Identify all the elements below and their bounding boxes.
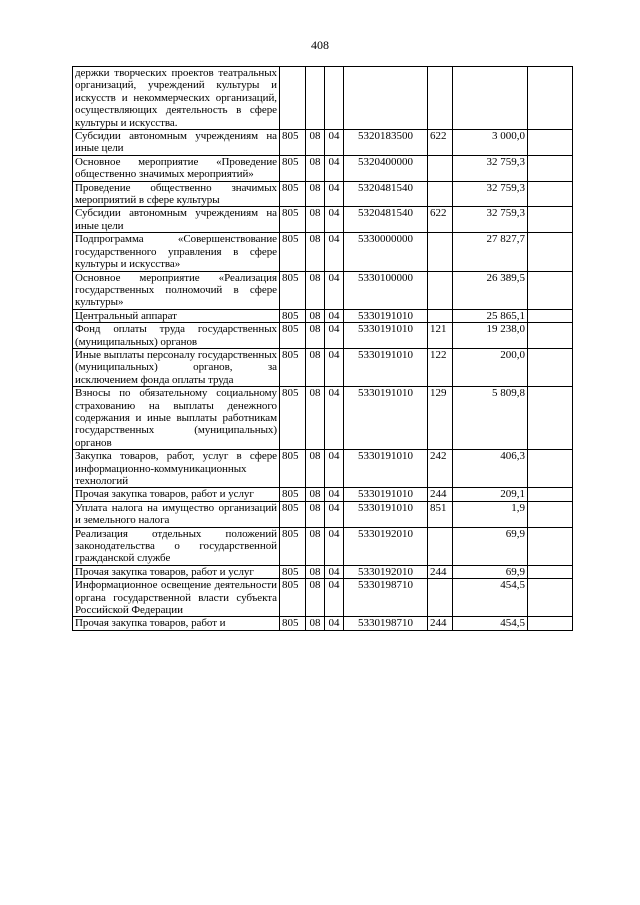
extra-cell	[528, 181, 573, 207]
expense-type-cell: 122	[428, 348, 453, 386]
row-name-cell: Информационное освещение деятельности органа государственной власти субъекта Российской Федерации	[73, 579, 280, 617]
expense-type-cell	[428, 527, 453, 565]
ministry-code-cell: 805	[280, 579, 306, 617]
amount-cell: 3 000,0	[453, 130, 528, 156]
ministry-code-cell: 805	[280, 387, 306, 450]
subsection-code-cell: 04	[325, 488, 344, 501]
target-article-cell	[344, 67, 428, 130]
target-article-cell: 5320400000	[344, 155, 428, 181]
expense-type-cell	[428, 181, 453, 207]
section-code-cell: 08	[306, 565, 325, 578]
target-article-cell: 5320481540	[344, 181, 428, 207]
amount-cell: 209,1	[453, 488, 528, 501]
subsection-code-cell: 04	[325, 450, 344, 488]
target-article-cell: 5330192010	[344, 565, 428, 578]
table-row	[73, 348, 573, 386]
section-code-cell: 08	[306, 233, 325, 271]
subsection-code-cell: 04	[325, 579, 344, 617]
table-row	[73, 450, 573, 488]
budget-table-body	[73, 67, 573, 631]
amount-cell: 454,5	[453, 617, 528, 630]
subsection-code-cell: 04	[325, 309, 344, 322]
extra-cell	[528, 450, 573, 488]
expense-type-cell	[428, 271, 453, 309]
section-code-cell: 08	[306, 130, 325, 156]
section-code-cell: 08	[306, 579, 325, 617]
subsection-code-cell: 04	[325, 271, 344, 309]
table-row	[73, 617, 573, 630]
extra-cell	[528, 233, 573, 271]
expense-type-cell	[428, 155, 453, 181]
subsection-code-cell: 04	[325, 181, 344, 207]
amount-cell: 406,3	[453, 450, 528, 488]
section-code-cell: 08	[306, 309, 325, 322]
row-name-cell: Взносы по обязательному социальному страхованию на выплаты денежного содержания и иные выплаты работникам государственных (муниципальных) органов	[73, 387, 280, 450]
section-code-cell: 08	[306, 155, 325, 181]
extra-cell	[528, 155, 573, 181]
table-row	[73, 271, 573, 309]
target-article-cell: 5330191010	[344, 323, 428, 349]
target-article-cell: 5330198710	[344, 579, 428, 617]
row-name-cell: Иные выплаты персоналу государственных (муниципальных) органов, за исключением фонда оплаты труда	[73, 348, 280, 386]
expense-type-cell: 851	[428, 501, 453, 527]
amount-cell: 69,9	[453, 565, 528, 578]
table-row	[73, 579, 573, 617]
table-row	[73, 488, 573, 501]
row-name-cell: Прочая закупка товаров, работ и	[73, 617, 280, 630]
subsection-code-cell	[325, 67, 344, 130]
extra-cell	[528, 309, 573, 322]
target-article-cell: 5330191010	[344, 488, 428, 501]
section-code-cell: 08	[306, 387, 325, 450]
target-article-cell: 5330000000	[344, 233, 428, 271]
row-name-cell: Основное мероприятие «Проведение общественно значимых мероприятий»	[73, 155, 280, 181]
table-row	[73, 233, 573, 271]
section-code-cell	[306, 67, 325, 130]
subsection-code-cell: 04	[325, 387, 344, 450]
section-code-cell: 08	[306, 323, 325, 349]
section-code-cell: 08	[306, 348, 325, 386]
expense-type-cell: 129	[428, 387, 453, 450]
page-number: 408	[311, 38, 329, 52]
amount-cell: 27 827,7	[453, 233, 528, 271]
expense-type-cell: 622	[428, 207, 453, 233]
target-article-cell: 5330191010	[344, 348, 428, 386]
subsection-code-cell: 04	[325, 617, 344, 630]
table-row	[73, 155, 573, 181]
expense-type-cell: 121	[428, 323, 453, 349]
amount-cell: 200,0	[453, 348, 528, 386]
extra-cell	[528, 207, 573, 233]
expense-type-cell: 242	[428, 450, 453, 488]
section-code-cell: 08	[306, 501, 325, 527]
expense-type-cell	[428, 67, 453, 130]
row-name-cell: Уплата налога на имущество организаций и земельного налога	[73, 501, 280, 527]
row-name-cell: Фонд оплаты труда государственных (муниципальных) органов	[73, 323, 280, 349]
section-code-cell: 08	[306, 181, 325, 207]
target-article-cell: 5320481540	[344, 207, 428, 233]
row-name-cell: Прочая закупка товаров, работ и услуг	[73, 488, 280, 501]
ministry-code-cell: 805	[280, 233, 306, 271]
row-name-cell: Субсидии автономным учреждениям на иные цели	[73, 130, 280, 156]
amount-cell: 32 759,3	[453, 155, 528, 181]
expense-type-cell	[428, 233, 453, 271]
extra-cell	[528, 130, 573, 156]
table-row	[73, 527, 573, 565]
row-name-cell: Реализация отдельных положений законодательства о государственной гражданской службе	[73, 527, 280, 565]
ministry-code-cell: 805	[280, 130, 306, 156]
subsection-code-cell: 04	[325, 130, 344, 156]
target-article-cell: 5330100000	[344, 271, 428, 309]
target-article-cell: 5330192010	[344, 527, 428, 565]
ministry-code-cell: 805	[280, 271, 306, 309]
table-row	[73, 323, 573, 349]
extra-cell	[528, 501, 573, 527]
amount-cell: 26 389,5	[453, 271, 528, 309]
row-name-cell: Прочая закупка товаров, работ и услуг	[73, 565, 280, 578]
row-name-cell: Центральный аппарат	[73, 309, 280, 322]
subsection-code-cell: 04	[325, 501, 344, 527]
row-name-cell: Подпрограмма «Совершенствование государственного управления в сфере культуры и искусства»	[73, 233, 280, 271]
subsection-code-cell: 04	[325, 527, 344, 565]
subsection-code-cell: 04	[325, 348, 344, 386]
table-row	[73, 565, 573, 578]
subsection-code-cell: 04	[325, 207, 344, 233]
amount-cell	[453, 67, 528, 130]
table-row	[73, 207, 573, 233]
amount-cell: 19 238,0	[453, 323, 528, 349]
section-code-cell: 08	[306, 488, 325, 501]
row-name-cell: держки творческих проектов театральных организаций, учреждений культуры и искусств и некоммерческих организаций, осуществляющих деятельность в сфере культуры и искусства.	[73, 67, 280, 130]
ministry-code-cell	[280, 67, 306, 130]
row-name-cell: Проведение общественно значимых мероприятий в сфере культуры	[73, 181, 280, 207]
ministry-code-cell: 805	[280, 565, 306, 578]
table-row	[73, 181, 573, 207]
ministry-code-cell: 805	[280, 527, 306, 565]
amount-cell: 5 809,8	[453, 387, 528, 450]
extra-cell	[528, 67, 573, 130]
table-row	[73, 67, 573, 130]
extra-cell	[528, 565, 573, 578]
extra-cell	[528, 488, 573, 501]
expense-type-cell: 622	[428, 130, 453, 156]
table-row	[73, 309, 573, 322]
amount-cell: 454,5	[453, 579, 528, 617]
target-article-cell: 5330191010	[344, 387, 428, 450]
target-article-cell: 5320183500	[344, 130, 428, 156]
ministry-code-cell: 805	[280, 501, 306, 527]
section-code-cell: 08	[306, 207, 325, 233]
extra-cell	[528, 323, 573, 349]
expense-type-cell	[428, 309, 453, 322]
expense-type-cell: 244	[428, 565, 453, 578]
table-row	[73, 387, 573, 450]
section-code-cell: 08	[306, 271, 325, 309]
ministry-code-cell: 805	[280, 155, 306, 181]
ministry-code-cell: 805	[280, 207, 306, 233]
ministry-code-cell: 805	[280, 181, 306, 207]
target-article-cell: 5330191010	[344, 309, 428, 322]
subsection-code-cell: 04	[325, 323, 344, 349]
subsection-code-cell: 04	[325, 565, 344, 578]
extra-cell	[528, 387, 573, 450]
amount-cell: 25 865,1	[453, 309, 528, 322]
expense-type-cell: 244	[428, 488, 453, 501]
ministry-code-cell: 805	[280, 348, 306, 386]
ministry-code-cell: 805	[280, 617, 306, 630]
budget-table	[72, 66, 573, 631]
extra-cell	[528, 617, 573, 630]
target-article-cell: 5330191010	[344, 501, 428, 527]
target-article-cell: 5330191010	[344, 450, 428, 488]
target-article-cell: 5330198710	[344, 617, 428, 630]
amount-cell: 69,9	[453, 527, 528, 565]
row-name-cell: Субсидии автономным учреждениям на иные цели	[73, 207, 280, 233]
amount-cell: 32 759,3	[453, 181, 528, 207]
extra-cell	[528, 271, 573, 309]
section-code-cell: 08	[306, 527, 325, 565]
extra-cell	[528, 579, 573, 617]
row-name-cell: Основное мероприятие «Реализация государственных полномочий в сфере культуры»	[73, 271, 280, 309]
extra-cell	[528, 348, 573, 386]
expense-type-cell: 244	[428, 617, 453, 630]
table-row	[73, 501, 573, 527]
subsection-code-cell: 04	[325, 155, 344, 181]
section-code-cell: 08	[306, 617, 325, 630]
expense-type-cell	[428, 579, 453, 617]
amount-cell: 1,9	[453, 501, 528, 527]
subsection-code-cell: 04	[325, 233, 344, 271]
extra-cell	[528, 527, 573, 565]
ministry-code-cell: 805	[280, 323, 306, 349]
table-row	[73, 130, 573, 156]
row-name-cell: Закупка товаров, работ, услуг в сфере информационно-коммуникационных технологий	[73, 450, 280, 488]
section-code-cell: 08	[306, 450, 325, 488]
ministry-code-cell: 805	[280, 309, 306, 322]
ministry-code-cell: 805	[280, 488, 306, 501]
ministry-code-cell: 805	[280, 450, 306, 488]
amount-cell: 32 759,3	[453, 207, 528, 233]
